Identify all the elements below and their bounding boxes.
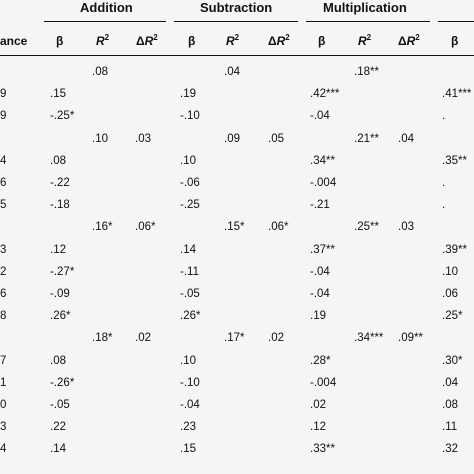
- cell-predictor: 3: [0, 421, 7, 434]
- cell-addition-beta: .22: [50, 421, 66, 434]
- cell-addition-beta: -.22: [50, 177, 70, 189]
- cell-subtraction-beta: .14: [180, 243, 196, 256]
- cell-predictor: 1: [0, 376, 7, 389]
- cell-subtraction-beta: -.10: [180, 376, 200, 389]
- cell-subtraction-beta: .10: [180, 354, 196, 367]
- cell-multiplication-dr2: .03: [398, 221, 414, 234]
- cell-addition-r2: .08: [92, 66, 108, 78]
- cell-multiplication-beta: -.004: [310, 376, 337, 389]
- cell-multiplication-beta: .42***: [310, 88, 340, 101]
- cell-subtraction-dr2: .05: [268, 132, 284, 145]
- cell-next-beta: .10: [442, 265, 458, 278]
- cell-predictor: 9: [0, 110, 7, 123]
- cell-addition-beta: -.05: [50, 399, 70, 411]
- cell-multiplication-dr2: .09**: [398, 332, 423, 345]
- group-header-multiplication: Multiplication: [323, 0, 407, 15]
- cell-predictor: 6: [0, 177, 7, 189]
- cell-multiplication-beta: .37**: [310, 243, 335, 256]
- cell-subtraction-beta: -.04: [180, 399, 200, 411]
- cell-next-beta: .35**: [442, 154, 467, 167]
- cell-predictor: 2: [0, 265, 7, 278]
- header-bottom-rule: [0, 55, 474, 56]
- cell-multiplication-beta: -.04: [310, 288, 330, 300]
- cell-addition-beta: -.18: [50, 199, 70, 212]
- cell-multiplication-beta: .19: [310, 310, 326, 323]
- cell-next-beta: .41***: [442, 88, 472, 101]
- cell-multiplication-beta: .34**: [310, 154, 335, 167]
- group-rule-subtraction: [174, 21, 298, 22]
- cell-next-beta: .11: [442, 421, 458, 434]
- group-rule-multiplication: [306, 21, 430, 22]
- col-header-multiplication-dr2: $\Delta R^2$: [398, 33, 420, 48]
- cell-subtraction-dr2: .02: [268, 332, 284, 345]
- cell-multiplication-r2: .34***: [354, 332, 384, 345]
- group-header-addition: Addition: [80, 0, 133, 15]
- cell-addition-beta: .08: [50, 354, 66, 367]
- cell-addition-r2: .10: [92, 132, 108, 145]
- cell-multiplication-r2: .21**: [354, 132, 379, 145]
- cell-addition-beta: -.09: [50, 288, 70, 300]
- col-header-next-beta: β: [451, 34, 459, 48]
- cell-predictor: 3: [0, 243, 7, 256]
- cell-multiplication-beta: -.04: [310, 110, 330, 123]
- cell-subtraction-beta: .10: [180, 154, 196, 167]
- cell-predictor: 4: [0, 443, 7, 456]
- col-header-predictor: ance: [0, 34, 28, 48]
- cell-addition-beta: .08: [50, 154, 66, 167]
- cell-next-beta: .: [442, 199, 446, 212]
- col-header-subtraction-beta: β: [188, 34, 196, 48]
- col-header-addition-beta: β: [56, 34, 64, 48]
- cell-subtraction-beta: -.10: [180, 110, 200, 123]
- cell-multiplication-dr2: .04: [398, 132, 414, 145]
- cell-predictor: 5: [0, 199, 7, 212]
- cell-next-beta: .25*: [442, 310, 463, 323]
- cell-addition-beta: .14: [50, 443, 66, 456]
- cell-predictor: 0: [0, 399, 7, 411]
- cell-multiplication-beta: .28*: [310, 354, 331, 367]
- cell-subtraction-beta: -.11: [180, 265, 199, 278]
- cell-subtraction-r2: .17*: [224, 332, 245, 345]
- cell-next-beta: .: [442, 110, 446, 123]
- cell-multiplication-beta: .02: [310, 399, 326, 411]
- cell-addition-dr2: .03: [135, 132, 151, 145]
- cell-subtraction-beta: -.06: [180, 177, 200, 189]
- cell-predictor: 8: [0, 310, 7, 323]
- group-rule-next: [438, 21, 474, 22]
- col-header-multiplication-beta: β: [318, 34, 326, 48]
- cell-subtraction-beta: .23: [180, 421, 196, 434]
- col-header-multiplication-r2: $R^2$: [358, 33, 372, 48]
- col-header-addition-r2: $R^2$: [96, 33, 110, 48]
- cell-next-beta: .04: [442, 376, 458, 389]
- cell-addition-beta: -.26*: [50, 376, 75, 389]
- cell-next-beta: .06: [442, 288, 458, 300]
- cell-multiplication-beta: -.004: [310, 177, 337, 189]
- cell-predictor: 4: [0, 154, 7, 167]
- cell-subtraction-r2: .04: [224, 66, 240, 78]
- cell-next-beta: .: [442, 177, 446, 189]
- cell-addition-beta: .15: [50, 88, 66, 101]
- col-header-addition-dr2: $\Delta R^2$: [136, 33, 158, 48]
- cell-predictor: 7: [0, 354, 7, 367]
- cell-addition-dr2: .06*: [135, 221, 156, 234]
- cell-next-beta: .30*: [442, 354, 463, 367]
- group-header-subtraction: Subtraction: [200, 0, 273, 15]
- cell-subtraction-beta: -.25: [180, 199, 200, 212]
- cell-addition-r2: .18*: [92, 332, 113, 345]
- cell-subtraction-beta: .19: [180, 88, 196, 101]
- cell-multiplication-beta: .33**: [310, 443, 335, 456]
- cell-multiplication-beta: -.04: [310, 265, 330, 278]
- cell-next-beta: .08: [442, 399, 458, 411]
- cell-predictor: 9: [0, 88, 7, 101]
- cell-addition-r2: .16*: [92, 221, 113, 234]
- cell-predictor: 6: [0, 288, 7, 300]
- cell-subtraction-dr2: .06*: [268, 221, 289, 234]
- cell-subtraction-beta: .15: [180, 443, 196, 456]
- col-header-subtraction-r2: $R^2$: [226, 33, 240, 48]
- cell-next-beta: .32: [442, 443, 458, 456]
- cell-addition-beta: -.27*: [50, 265, 75, 278]
- cell-subtraction-beta: -.05: [180, 288, 200, 300]
- cell-multiplication-r2: .25**: [354, 221, 379, 234]
- cell-multiplication-beta: -.21: [310, 199, 330, 212]
- cell-multiplication-beta: .12: [310, 421, 326, 434]
- cell-addition-beta: -.25*: [50, 110, 75, 123]
- cell-addition-dr2: .02: [135, 332, 151, 345]
- cell-subtraction-r2: .15*: [224, 221, 245, 234]
- cell-next-beta: .39**: [442, 243, 467, 256]
- col-header-subtraction-dr2: $\Delta R^2$: [268, 33, 290, 48]
- cell-addition-beta: .12: [50, 243, 66, 256]
- cell-addition-beta: .26*: [50, 310, 71, 323]
- group-rule-addition: [44, 21, 166, 22]
- cell-subtraction-r2: .09: [224, 132, 240, 145]
- cell-subtraction-beta: .26*: [180, 310, 201, 323]
- cell-multiplication-r2: .18**: [354, 66, 379, 78]
